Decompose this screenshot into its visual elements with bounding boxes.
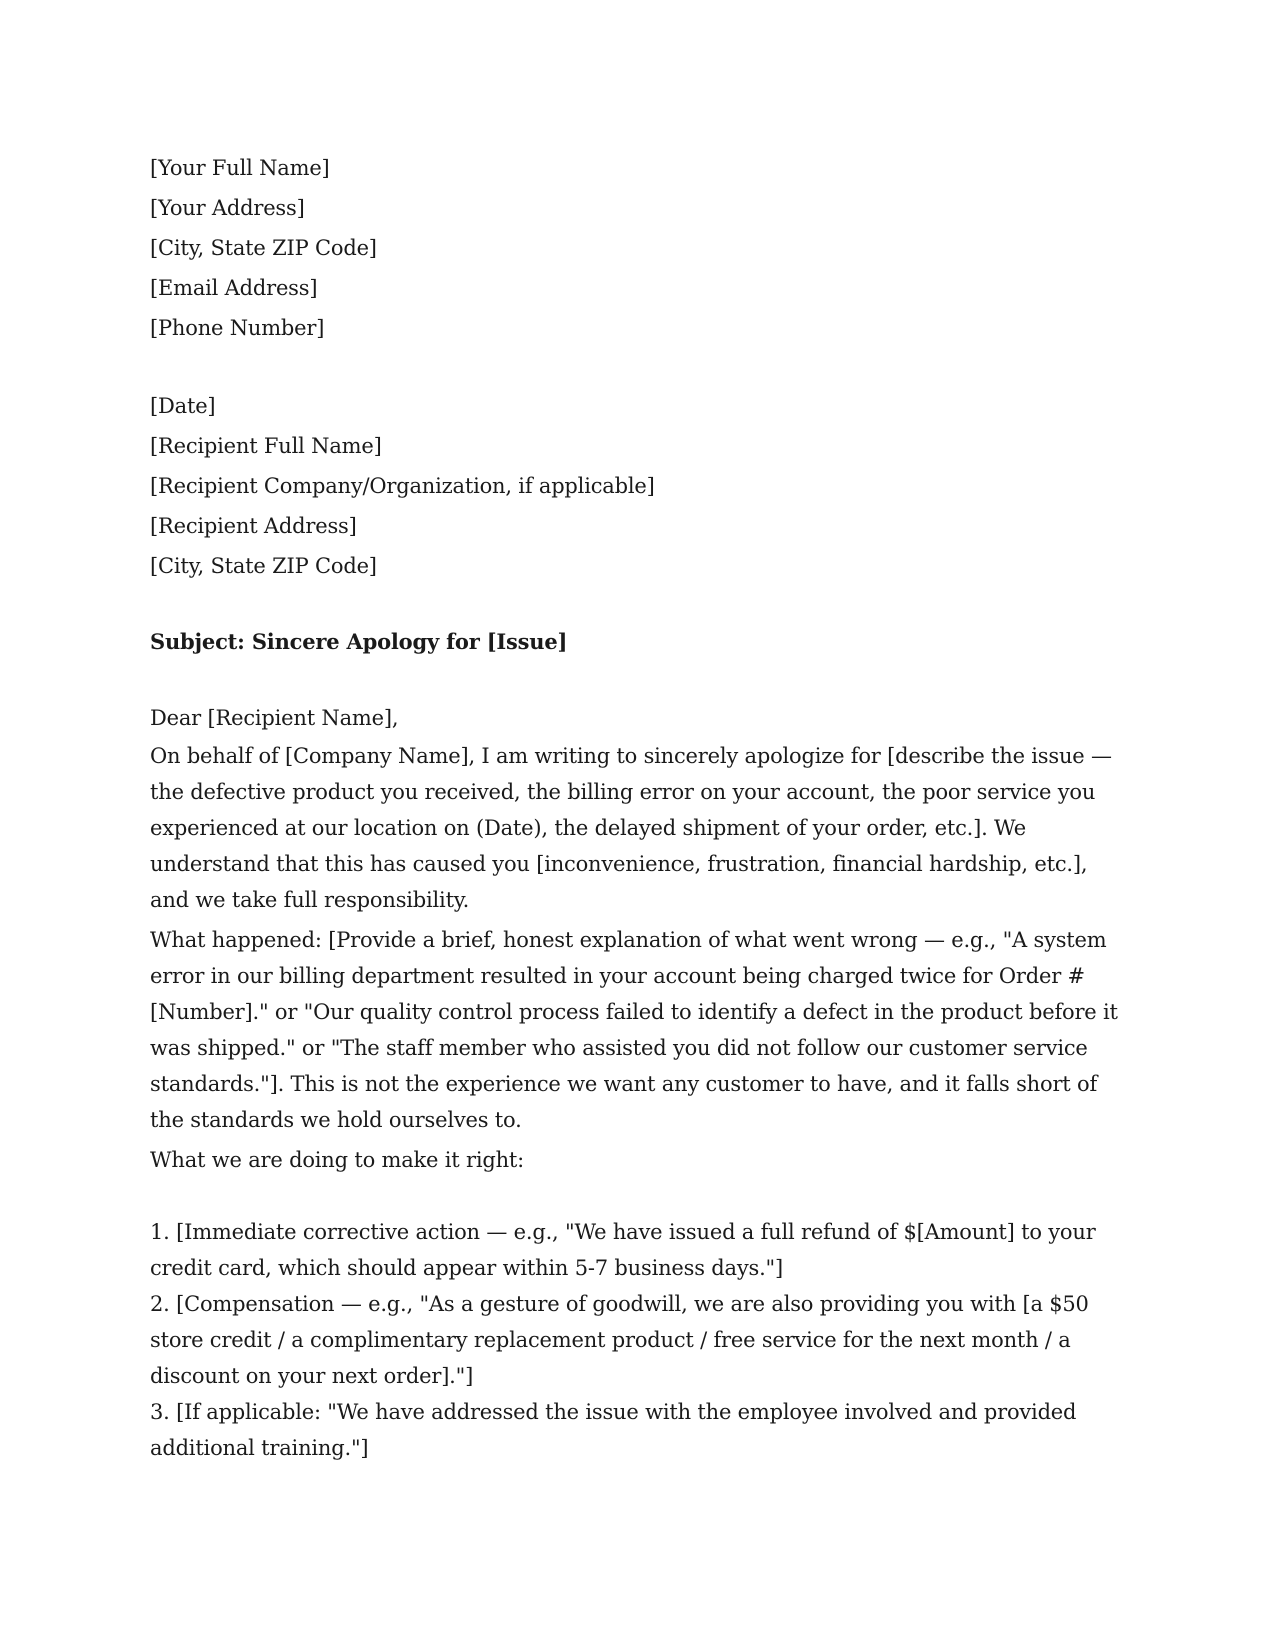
recipient-name: [Recipient Full Name] (150, 434, 382, 458)
sender-email: [Email Address] (150, 276, 318, 300)
explanation-paragraph: What happened: [Provide a brief, honest explanation of what went wrong — e.g., "A system error in our billing department resulted in your account being charged twice for Order #[Number]." or "Our quality control process failed to identify a defect in the product before it was shipped." or "The staff member who assisted you did not follow our customer service standards."]. This is not the experience we want any customer to have, and it falls short of the standards we hold ourselves to. (150, 928, 1118, 1132)
letter-page (150, 148, 1130, 1466)
list-item: 1. [Immediate corrective action — e.g., "We have issued a full refund of $[Amount] to your credit card, which should appear within 5-7 business days."] (150, 1220, 1096, 1280)
list-item: 3. [If applicable: "We have addressed the issue with the employee involved and provided additional training."] (150, 1400, 1077, 1460)
subject-line: Subject: Sincere Apology for [Issue] (150, 629, 568, 654)
list-item: 2. [Compensation — e.g., "As a gesture of goodwill, we are also providing you with [a $50 store credit / a complimentary replacement product / free service for the next month / a discount on your next order]."] (150, 1292, 1089, 1388)
recipient-city-state-zip: [City, State ZIP Code] (150, 554, 377, 578)
recipient-block (150, 386, 1130, 586)
recipient-address: [Recipient Address] (150, 514, 357, 538)
sender-city-state-zip: [City, State ZIP Code] (150, 236, 377, 260)
salutation: Dear [Recipient Name], (150, 706, 399, 730)
recipient-company: [Recipient Company/Organization, if applicable] (150, 474, 655, 498)
letter-date: [Date] (150, 394, 216, 418)
actions-list (150, 1214, 1130, 1466)
apology-paragraph: On behalf of [Company Name], I am writing to sincerely apologize for [describe the issue — the defective product you received, the billing error on your account, the poor service you experienced at our location on (Date), the delayed shipment of your order, etc.]. We understand that this has caused you [inconvenience, frustration, financial hardship, etc.], and we take full responsibility. (150, 744, 1112, 912)
sender-name: [Your Full Name] (150, 156, 330, 180)
sender-phone: [Phone Number] (150, 316, 325, 340)
actions-heading: What we are doing to make it right: (150, 1148, 525, 1172)
sender-address: [Your Address] (150, 196, 305, 220)
sender-block (150, 148, 1130, 348)
